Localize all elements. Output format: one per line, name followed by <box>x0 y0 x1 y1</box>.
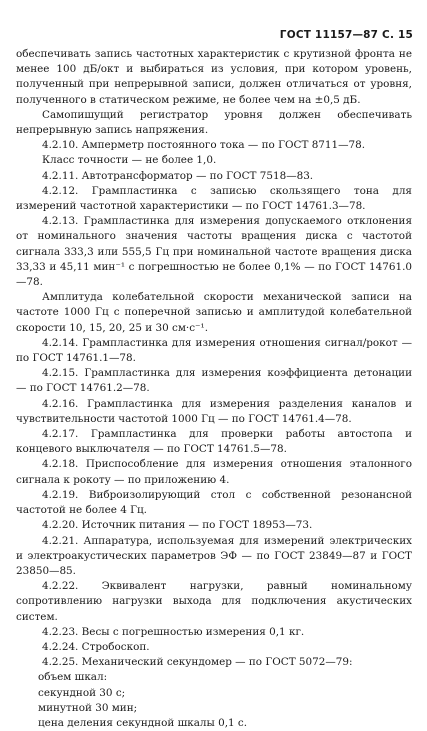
paragraph: 4.2.21. Аппаратура, используемая для измерений электрических и электроакустических параметров ЭФ — по ГОСТ 23849—87 и ГОСТ 23850—85. <box>16 534 412 577</box>
page-body <box>16 47 412 731</box>
paragraph: 4.2.14. Грампластинка для измерения отношения сигнал/рокот — по ГОСТ 14761.1—78. <box>16 336 412 365</box>
paragraph: 4.2.23. Весы с погрешностью измерения 0,1 кг. <box>42 625 305 638</box>
list-item: секундной 30 с; <box>38 686 126 699</box>
paragraph: Класс точности — не более 1,0. <box>42 154 217 167</box>
paragraph: 4.2.17. Грампластинка для проверки работы автостопа и концевого выключателя — по ГОСТ 14761.5—78. <box>16 428 412 456</box>
paragraph: 4.2.25. Механический секундомер — по ГОСТ 5072—79: <box>42 656 353 669</box>
paragraph: Самопишущий регистратор уровня должен обеспечивать непрерывную запись напряжения. <box>16 108 412 137</box>
paragraph: 4.2.22. Эквивалент нагрузки, равный номинальному сопротивлению нагрузки выхода для подключения акустических систем. <box>16 580 412 623</box>
paragraph: 4.2.12. Грампластинка с записью скользящего тона для измерений частотной характеристики — по ГОСТ 14761.3—78. <box>16 184 412 213</box>
paragraph: 4.2.13. Грампластинка для измерения допускаемого отклонения от номинального значения частоты вращения диска с частотой сигнала 333,3 или 555,5 Гц при номинальной частоте вращения диска 33,33 и 45,11 мин⁻¹ с погрешностью не более 0,1% — по ГОСТ 14761.0—78. <box>16 215 412 289</box>
paragraph: 4.2.24. Стробоскоп. <box>42 640 150 653</box>
paragraph: 4.2.19. Виброизолирующий стол с собственной резонансной частотой не более 4 Гц. <box>16 488 412 517</box>
paragraph: 4.2.18. Приспособление для измерения отношения эталонного сигнала к рокоту — по приложению 4. <box>16 458 412 486</box>
paragraph: 4.2.20. Источник питания — по ГОСТ 18953—73. <box>42 519 313 532</box>
paragraph: 4.2.11. Автотрансформатор — по ГОСТ 7518—83. <box>42 169 314 182</box>
paragraph: 4.2.15. Грампластинка для измерения коэффициента детонации — по ГОСТ 14761.2—78. <box>16 367 412 395</box>
paragraph: Амплитуда колебательной скорости механической записи на частоте 1000 Гц с поперечной записью и амплитудой колебательной скорости 10, 15, 20, 25 и 30 см·с⁻¹. <box>16 291 412 334</box>
paragraph: 4.2.16. Грампластинка для измерения разделения каналов и чувствительности частотой 1000 Гц — по ГОСТ 14761.4—78. <box>16 397 412 425</box>
list-item: объем шкал: <box>38 671 108 684</box>
paragraph: обеспечивать запись частотных характеристик с крутизной фронта не менее 100 дБ/окт и выбираться из условия, при котором уровень, полученный при непрерывной записи, должен отличаться от уровня, полученного в статическом режиме, не более чем на ±0,5 дБ. <box>16 48 412 106</box>
page-header: ГОСТ 11157—87 С. 15 <box>279 29 413 41</box>
paragraph: 4.2.10. Амперметр постоянного тока — по ГОСТ 8711—78. <box>42 139 366 152</box>
list-item: цена деления секундной шкалы 0,1 с. <box>38 716 248 729</box>
list-item: минутной 30 мин; <box>38 701 138 714</box>
stopwatch-spec-list <box>16 670 412 731</box>
